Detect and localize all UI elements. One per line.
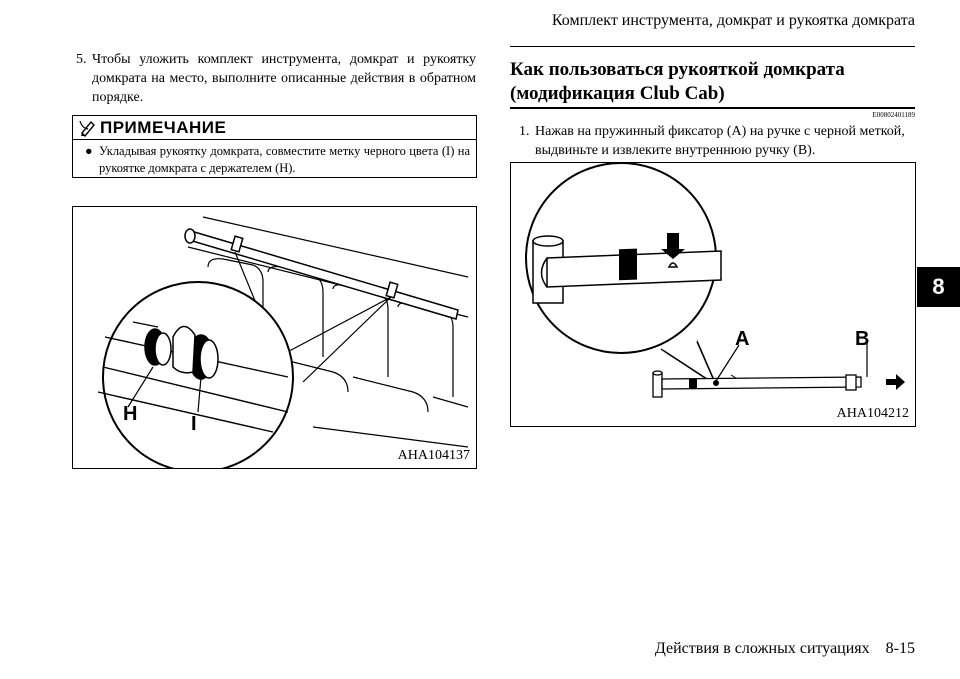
step-1-number: 1. (519, 124, 530, 139)
note-box (72, 115, 477, 178)
note-title: ПРИМЕЧАНИЕ (100, 118, 227, 137)
section-title-line-2: (модификация Club Cab) (510, 83, 725, 104)
section-title-line-1: Как пользоваться рукояткой домкрата (510, 59, 845, 80)
jack-handle-storage-illustration (73, 207, 476, 468)
figure-code: AHA104137 (397, 448, 470, 463)
page-number: 8-15 (885, 640, 915, 657)
jack-handle-extend-illustration (511, 163, 915, 426)
label-i: I (191, 413, 197, 435)
footer-section: Действия в сложных ситуациях (654, 640, 870, 657)
page-footer (600, 640, 915, 658)
label-a: A (735, 328, 750, 350)
figure-jack-handle-extend (510, 162, 916, 427)
figure-jack-handle-storage (72, 206, 477, 469)
note-pencil-icon (79, 119, 97, 137)
section-title (510, 58, 915, 106)
note-text: Укладывая рукоятку домкрата, совместите метку черного цвета (I) на рукоятке домкрата с держателем (H). (99, 144, 470, 175)
label-b: B (855, 328, 870, 350)
note-bullet: ● (85, 144, 93, 158)
section-rule (510, 107, 915, 109)
note-body (85, 143, 470, 177)
chapter-tab[interactable]: 8 (917, 267, 960, 307)
step-5 (76, 50, 476, 107)
note-header (73, 116, 476, 140)
step-5-number: 5. (76, 52, 87, 67)
section-code: E00802401189 (872, 111, 915, 119)
label-h: H (123, 403, 138, 425)
figure-code: AHA104212 (836, 406, 909, 421)
page-header-title: Комплект инструмента, домкрат и рукоятка домкрата (551, 12, 915, 29)
step-1-text: Нажав на пружинный фиксатор (A) на ручке с черной меткой, выдвиньте и извлеките внутреннюю ручку (B). (535, 124, 905, 158)
step-5-text: Чтобы уложить комплект инструмента, домкрат и рукоятку домкрата на место, выполните описанные действия в обратном порядке. (92, 52, 476, 105)
step-1 (519, 122, 916, 160)
header-rule (510, 46, 915, 47)
